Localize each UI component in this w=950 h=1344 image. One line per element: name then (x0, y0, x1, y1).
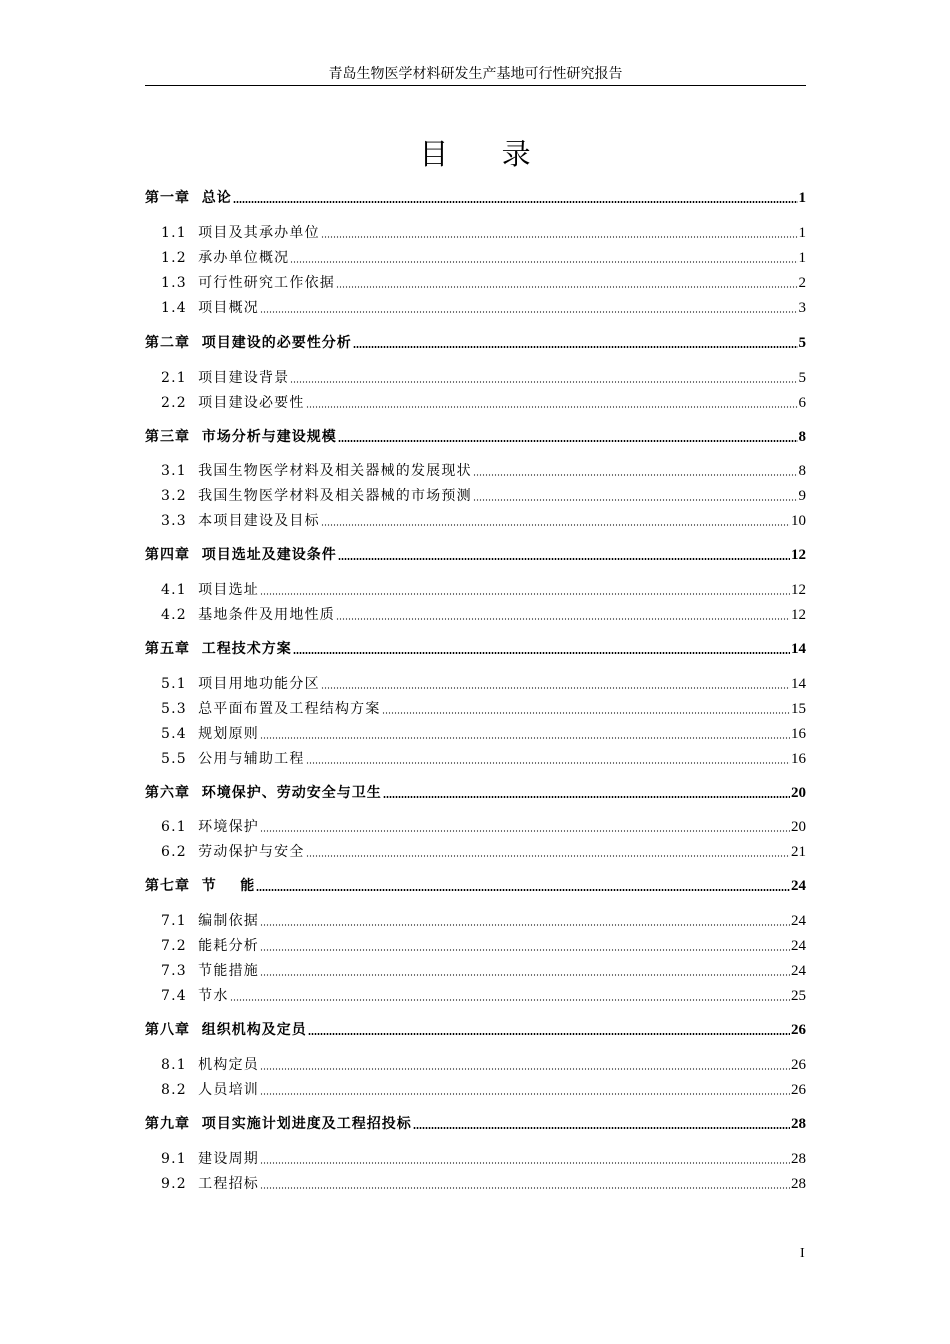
toc-entry-page-number: 25 (791, 988, 806, 1004)
toc-title: 目 录 (419, 137, 553, 171)
toc-entry-label: 4.1 项目选址 (161, 582, 259, 598)
toc-entry-label: 第一章 总论 (145, 190, 232, 206)
toc-section-entry[interactable] (145, 459, 806, 481)
toc-entry-page-number: 24 (791, 963, 806, 979)
toc-section-entry[interactable] (145, 672, 806, 694)
toc-entry-page-number: 8 (798, 429, 806, 445)
toc-entry-label: 6.1 环境保护 (161, 819, 259, 835)
dot-leader (336, 286, 798, 288)
toc-section-entry[interactable] (145, 509, 806, 531)
toc-section-entry[interactable] (145, 391, 806, 413)
toc-entry-page-number: 1 (798, 250, 806, 266)
toc-entry-label: 1.2 承办单位概况 (161, 250, 290, 266)
dot-leader (308, 1033, 790, 1035)
toc-section-entry[interactable] (145, 603, 806, 625)
toc-entry-page-number: 3 (798, 300, 806, 316)
toc-section-entry[interactable] (145, 934, 806, 956)
toc-entry-label: 1.1 项目及其承办单位 (161, 225, 320, 241)
toc-entry-page-number: 9 (798, 488, 806, 504)
toc-entry-page-number: 24 (791, 913, 806, 929)
dot-leader (260, 737, 790, 739)
page-number: I (800, 1246, 805, 1261)
dot-leader (260, 830, 790, 832)
dot-leader (338, 558, 790, 560)
dot-leader (306, 762, 790, 764)
dot-leader (230, 999, 790, 1001)
toc-chapter-entry[interactable] (145, 543, 806, 565)
toc-chapter-entry[interactable] (145, 1018, 806, 1040)
toc-entry-page-number: 5 (798, 370, 806, 386)
dot-leader (260, 1068, 790, 1070)
toc-entry-label: 5.3 总平面布置及工程结构方案 (161, 701, 381, 717)
dot-leader (338, 440, 798, 442)
toc-entry-label: 1.4 项目概况 (161, 300, 259, 316)
toc-section-entry[interactable] (145, 840, 806, 862)
toc-section-entry[interactable] (145, 484, 806, 506)
toc-entry-page-number: 15 (791, 701, 806, 717)
toc-entry-page-number: 16 (791, 726, 806, 742)
toc-entry-label: 第六章 环境保护、劳动安全与卫生 (145, 785, 382, 801)
toc-entry-label: 5.4 规划原则 (161, 726, 259, 742)
dot-leader (260, 924, 790, 926)
toc-entry-page-number: 26 (791, 1057, 806, 1073)
toc-section-entry[interactable] (145, 271, 806, 293)
dot-leader (473, 499, 798, 501)
toc-entry-page-number: 24 (791, 878, 806, 894)
toc-chapter-entry[interactable] (145, 874, 806, 896)
dot-leader (256, 889, 790, 891)
dot-leader (321, 687, 790, 689)
toc-entry-page-number: 14 (791, 676, 806, 692)
toc-entry-page-number: 14 (791, 641, 806, 657)
toc-entry-label: 4.2 基地条件及用地性质 (161, 607, 335, 623)
dot-leader (260, 1187, 790, 1189)
toc-entry-label: 3.2 我国生物医学材料及相关器械的市场预测 (161, 488, 472, 504)
dot-leader (336, 618, 790, 620)
toc-entry-label: 8.2 人员培训 (161, 1082, 259, 1098)
toc-entry-page-number: 10 (791, 513, 806, 529)
dot-leader (306, 855, 790, 857)
dot-leader (306, 406, 798, 408)
toc-section-entry[interactable] (145, 815, 806, 837)
toc-section-entry[interactable] (145, 984, 806, 1006)
toc-entry-page-number: 12 (791, 582, 806, 598)
toc-section-entry[interactable] (145, 697, 806, 719)
toc-entry-page-number: 12 (791, 547, 806, 563)
toc-entry-page-number: 21 (791, 844, 806, 860)
toc-entry-label: 5.5 公用与辅助工程 (161, 751, 305, 767)
page-header: 青岛生物医学材料研发生产基地可行性研究报告 (145, 63, 806, 86)
toc-entry-page-number: 28 (791, 1151, 806, 1167)
toc-section-entry[interactable] (145, 747, 806, 769)
dot-leader (290, 381, 797, 383)
dot-leader (260, 1093, 790, 1095)
toc-entry-label: 第九章 项目实施计划进度及工程招投标 (145, 1116, 412, 1132)
toc-section-entry[interactable] (145, 246, 806, 268)
toc-entry-page-number: 20 (791, 785, 806, 801)
toc-entry-label: 第二章 项目建设的必要性分析 (145, 335, 352, 351)
toc-chapter-entry[interactable] (145, 186, 806, 208)
toc-chapter-entry[interactable] (145, 1112, 806, 1134)
toc-section-entry[interactable] (145, 296, 806, 318)
dot-leader (321, 524, 790, 526)
toc-entry-page-number: 2 (798, 275, 806, 291)
toc-section-entry[interactable] (145, 1053, 806, 1075)
toc-entry-page-number: 1 (798, 225, 806, 241)
toc-entry-label: 第三章 市场分析与建设规模 (145, 429, 337, 445)
toc-entry-label: 9.2 工程招标 (161, 1176, 259, 1192)
dot-leader (293, 652, 790, 654)
dot-leader (290, 261, 797, 263)
toc-chapter-entry[interactable] (145, 331, 806, 353)
toc-section-entry[interactable] (145, 722, 806, 744)
toc-entry-label: 7.1 编制依据 (161, 913, 259, 929)
toc-entry-label: 7.4 节水 (161, 988, 229, 1004)
toc-entry-label: 5.1 项目用地功能分区 (161, 676, 320, 692)
toc-chapter-entry[interactable] (145, 637, 806, 659)
toc-entry-label: 3.1 我国生物医学材料及相关器械的发展现状 (161, 463, 472, 479)
toc-entry-label: 6.2 劳动保护与安全 (161, 844, 305, 860)
toc-section-entry[interactable] (145, 578, 806, 600)
toc-entry-label: 第五章 工程技术方案 (145, 641, 292, 657)
toc-section-entry[interactable] (145, 959, 806, 981)
toc-entry-label: 2.2 项目建设必要性 (161, 395, 305, 411)
toc-entry-page-number: 26 (791, 1082, 806, 1098)
toc-chapter-entry[interactable] (145, 425, 806, 447)
toc-entry-page-number: 5 (798, 335, 806, 351)
toc-section-entry[interactable] (145, 221, 806, 243)
toc-chapter-entry[interactable] (145, 781, 806, 803)
toc-entry-label: 8.1 机构定员 (161, 1057, 259, 1073)
toc-entry-page-number: 20 (791, 819, 806, 835)
toc-section-entry[interactable] (145, 1172, 806, 1194)
toc-entry-page-number: 12 (791, 607, 806, 623)
toc-section-entry[interactable] (145, 1078, 806, 1100)
dot-leader (473, 474, 798, 476)
toc-section-entry[interactable] (145, 909, 806, 931)
dot-leader (233, 201, 798, 203)
dot-leader (353, 346, 798, 348)
dot-leader (260, 949, 790, 951)
dot-leader (260, 974, 790, 976)
toc-entry-page-number: 24 (791, 938, 806, 954)
dot-leader (383, 796, 790, 798)
toc-section-entry[interactable] (145, 366, 806, 388)
toc-entry-label: 7.3 节能措施 (161, 963, 259, 979)
toc-entry-label: 2.1 项目建设背景 (161, 370, 290, 386)
dot-leader (321, 236, 798, 238)
dot-leader (260, 311, 798, 313)
toc-entry-page-number: 28 (791, 1176, 806, 1192)
toc-entry-page-number: 6 (798, 395, 806, 411)
toc-entry-page-number: 8 (798, 463, 806, 479)
dot-leader (413, 1127, 790, 1129)
toc-entry-label: 第七章 节 能 (145, 878, 256, 894)
toc-entry-page-number: 16 (791, 751, 806, 767)
toc-entry-page-number: 1 (798, 190, 806, 206)
toc-entry-label: 7.2 能耗分析 (161, 938, 259, 954)
toc-entry-label: 3.3 本项目建设及目标 (161, 513, 320, 529)
dot-leader (260, 593, 790, 595)
toc-entry-page-number: 26 (791, 1022, 806, 1038)
toc-entry-label: 第八章 组织机构及定员 (145, 1022, 307, 1038)
toc-entry-page-number: 28 (791, 1116, 806, 1132)
dot-leader (382, 712, 790, 714)
toc-section-entry[interactable] (145, 1147, 806, 1169)
toc-entry-label: 9.1 建设周期 (161, 1151, 259, 1167)
toc-entry-label: 1.3 可行性研究工作依据 (161, 275, 335, 291)
toc-entry-label: 第四章 项目选址及建设条件 (145, 547, 337, 563)
dot-leader (260, 1162, 790, 1164)
